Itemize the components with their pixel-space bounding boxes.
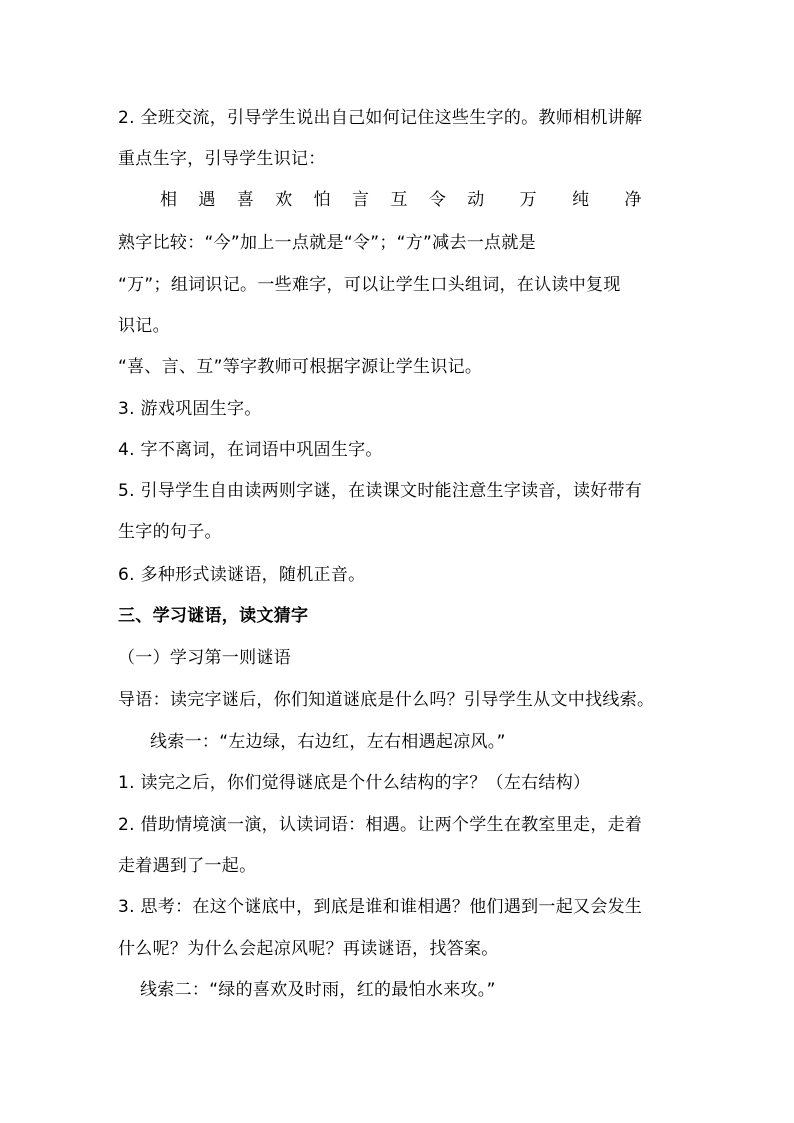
paragraph-line: 识记。 [118,316,170,336]
paragraph-line: “喜、言、互”等字教师可根据字源让学生识记。 [118,357,483,377]
paragraph-line: 导语：读完字谜后，你们知道谜底是什么吗？引导学生从文中找线索。 [118,690,655,710]
character-list [160,188,657,212]
clue-line: 线索二：“绿的喜欢及时雨，红的最怕水来攻。” [140,980,496,1000]
paragraph-line: 2. 全班交流，引导学生说出自己如何记住这些生字的。教师相机讲解 [118,108,643,128]
character: 欢 [275,190,293,210]
character: 纯 [572,190,590,210]
subsection-heading: （一）学习第一则谜语 [118,648,291,668]
paragraph-line: 重点生字，引导学生识记： [118,149,326,169]
paragraph-line: 2. 借助情境演一演，认读词语：相遇。让两个学生在教室里走，走着 [118,815,643,835]
character: 万 [519,190,537,210]
character: 净 [624,190,642,210]
character: 遇 [198,190,216,210]
paragraph-line: 1. 读完之后，你们觉得谜底是个什么结构的字？（左右结构） [118,773,591,793]
character: 令 [428,190,446,210]
character: 互 [390,190,408,210]
paragraph-line: 5. 引导学生自由读两则字谜，在读课文时能注意生字读音，读好带有 [118,481,643,501]
paragraph-line: 走着遇到了一起。 [118,856,257,876]
paragraph-line: 3. 游戏巩固生字。 [118,399,262,419]
paragraph-line: 熟字比较：“今”加上一点就是“令”；“方”减去一点就是 [118,233,536,253]
clue-line: 线索一：“左边绿，右边红，左右相遇起凉风。” [150,732,506,752]
character: 相 [160,190,177,210]
paragraph-line: “万”；组词识记。一些难字，可以让学生口头组词，在认读中复现 [118,275,621,295]
character: 怕 [313,190,331,210]
paragraph-line: 什么呢？为什么会起凉风呢？再读谜语，找答案。 [118,939,499,959]
section-heading: 三、学习谜语，读文猜字 [118,606,309,626]
paragraph-line: 4. 字不离词，在词语中巩固生字。 [118,440,383,460]
character: 动 [467,190,485,210]
character: 喜 [236,190,254,210]
paragraph-line: 3. 思考：在这个谜底中，到底是谁和谁相遇？他们遇到一起又会发生 [118,897,643,917]
paragraph-line: 生字的句子。 [118,522,222,542]
character: 言 [352,190,370,210]
paragraph-line: 6. 多种形式读谜语，随机正音。 [118,565,366,585]
